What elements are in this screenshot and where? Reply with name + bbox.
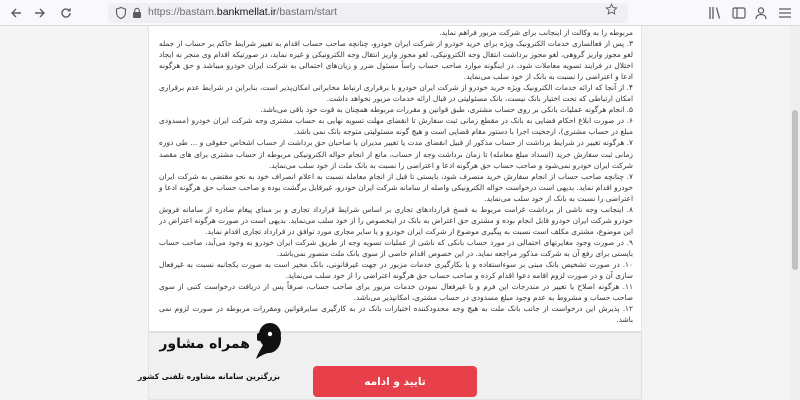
back-button[interactable] bbox=[6, 3, 26, 23]
shield-icon[interactable] bbox=[114, 6, 128, 20]
terms-paragraph: ۷. هرگونه تغییر در شرایط برداشت از حساب مذکور از قبیل انقضای مدت یا تغییر مدیران یا صاحبان حق برداشت از حساب اشخاص حقوقی و ... طی دوره زمانی ثبت سفارش خرید (انسداد مبلغ معامله) تا زمان برداشت وجه از حساب، مانع از انجام حواله الکترونیکی مربوطه از حساب مشتری برای های مقصد شرکت ایران خودرو نمی‌شود و صاحب حساب حق هرگونه ادعا و اعتراضی را نسبت به بانک ملت از خود سلب می‌نماید. bbox=[159, 138, 633, 170]
terms-paragraph: ۴. از آنجا که ارائه خدمات الکترونیک ویژه خرید خودرو از شرکت ایران خودرو با برقراری ارتباط مخابراتی امکان‌پذیر است، بنابراین در شرایط عدم برقراری امکان ارتباطی که تحت اختیار بانک نیست، بانک مسئولیتی در قبال ارائه خدمات مزبور نخواهد داشت. bbox=[159, 83, 633, 104]
terms-paragraph: ۸. اینجانب وجه ناشی از برداشت غرامت مربوط به فسخ قراردادهای تجاری بر اساس شرایط قرارداد تجاری و بر مبنای پیغام صادره از سامانه فروش خودرو شرکت ایران خودرو قابل انجام بوده و مشتری حق اعتراض به بانک در اینخصوص را از خود سلب می‌نماید. بدیهی است در صورت هرگونه اعتراض در این موضوع، مشتری مکلف است نسبت به پیگیری موضوع از شرکت ایران خودرو و یا سایر مجاری مورد توافق در قرارداد تجاری اقدام نماید. bbox=[159, 204, 633, 236]
forward-button[interactable] bbox=[30, 3, 50, 23]
star-icon bbox=[605, 3, 618, 16]
headset-person-icon bbox=[254, 320, 284, 368]
terms-paragraph: ۵. انجام هرگونه عملیات بانکی بر روی حساب مشتری، طبق قوانین و مقررات مربوطه همچنان به قوت خود باقی می‌باشد. bbox=[260, 105, 633, 115]
lock-icon[interactable] bbox=[130, 6, 144, 20]
arrow-right-icon bbox=[34, 7, 46, 19]
scrollbar-thumb[interactable] bbox=[792, 110, 798, 270]
watermark-subtitle: بزرگترین سامانه مشاوره تلفنی کشور bbox=[137, 372, 280, 381]
watermark-logo bbox=[134, 318, 284, 396]
url-prefix: https://bastam. bbox=[148, 6, 217, 18]
confirm-continue-button[interactable]: تایید و ادامه bbox=[313, 366, 477, 397]
terms-paragraph: ۹. در صورت وجود مغایرتهای احتمالی در مورد حساب بانکی که ناشی از عملیات تسویه وجه از طریق شرکت ایران خودرو به وجود می‌آید، صاحب حساب بایستی برای رفع آن به شرکت مذکور مراجعه نماید. در این خصوص اقدام خاصی از سوی بانک ملت متصور نمی‌باشد. bbox=[159, 237, 633, 258]
sidebar-icon[interactable] bbox=[730, 4, 748, 22]
terms-paragraph: ۱۱. هرگونه اصلاح یا تغییر در مندرجات این فرم و یا غیرفعال نمودن خدمات مزبور برای صاحب حساب، صرفاً پس از دریافت درخواست کتبی از سوی صاحب حساب و مشروط به عدم وجود مبلغ مسدودی در حساب مشتری، امکانپذیر می‌باشد. bbox=[159, 282, 633, 303]
extensions-icon[interactable] bbox=[752, 4, 770, 22]
url-text[interactable] bbox=[148, 6, 337, 18]
page-scrollbar[interactable] bbox=[790, 26, 800, 400]
reload-icon bbox=[60, 7, 72, 19]
terms-paragraph: ۶. در صورت ابلاغ احکام قضایی به بانک در مقطع زمانی ثبت سفارش تا انقضای مهلت تسویه نهایی به حساب مشتری وجه شرکت ایران خودرو (مسدودی مبلغ در حساب مشتری)، ارجحیت اجرا با دستور مقام قضایی است و هیچ گونه مسئولیتی متوجه بانک نمی باشد. bbox=[159, 116, 633, 137]
terms-paragraph: ۱۲. پذیرش این درخواست از جانب بانک ملت به هیچ وجه محدودکننده اختیارات بانک در به کارگیری سایرقوانین ومقررات مربوطه در صورت لزوم نمی باشد. bbox=[159, 304, 633, 325]
page-viewport bbox=[0, 26, 800, 400]
terms-text bbox=[149, 26, 641, 325]
terms-panel[interactable] bbox=[148, 26, 642, 332]
bookmark-button[interactable] bbox=[605, 3, 623, 17]
url-domain: bankmellat.ir bbox=[216, 6, 277, 18]
terms-paragraph: ۳. پس از فعالسازی خدمات الکترونیک ویژه برای خرید خودرو از شرکت ایران خودرو، چنانچه صاحب حساب اقدام به تغییر شرایط حاکم بر حساب از جمله لغو مجوز واریز گروهی، لغو مجوز برداشت انتقال وجه الکترونیکی، لغو مجوز واریز انتقال وجه الکترونیکی و غیره نماید، در صورتیکه اقدام وی منجر به ایجاد اختلال در فرایند تسویه معاملات شود، در اینگونه موارد صاحب حساب راساً مسئول ضرر و زیان‌های احتمالی به شرکت ایران خودرو میباشد و حق هرگونه ادعا و اعتراضی را نسبت به بانک از خود سلب می‌نماید. bbox=[159, 39, 633, 82]
reload-button[interactable] bbox=[56, 3, 76, 23]
terms-paragraph: ۱۰. در صورت تشخیص بانک مبنی بر سوءاستفاده و یا بکارگیری خدمات مزبور در جهت غیرقانونی، بانک مخیر است به صورت یکجانبه نسبت به غیرفعال سازی آن و در صورت لزوم اقامه دعوا اقدام کرده و صاحب حساب حق هرگونه اعتراضی را از خود سلب می‌نماید. bbox=[159, 259, 633, 281]
browser-toolbar bbox=[0, 0, 800, 26]
terms-paragraph: مربوطه را به وکالت از اینجانب برای شرکت مزبور فراهم نماید. bbox=[439, 28, 633, 37]
menu-icon[interactable] bbox=[776, 4, 794, 22]
url-path: /bastam/start bbox=[276, 6, 338, 18]
watermark-title: همراه مشاور bbox=[159, 336, 250, 352]
url-bar[interactable] bbox=[108, 3, 628, 23]
terms-paragraph: ۷. چنانچه صاحب حساب از انجام سفارش خرید منصرف شود، بایستی تا قبل از انجام معامله نسبت به اعلام انصراف خود به نحو مقتضی به شرکت ایران خودرو اقدام نماید. بدیهی است درخواست حواله الکترونیکی واصله از سامانه شرکت ایران خودرو، غیرقابل برگشت بوده و صاحب حساب حق هرگونه ادعا و اعتراضی را نسبت به بانک از خود سلب می‌نماید. bbox=[159, 171, 633, 203]
arrow-left-icon bbox=[10, 7, 22, 19]
library-icon[interactable] bbox=[706, 4, 724, 22]
